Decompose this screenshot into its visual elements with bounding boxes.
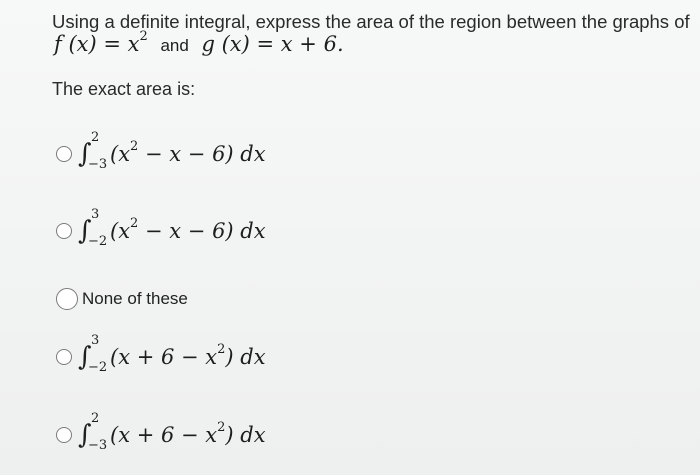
- radio-button[interactable]: [56, 427, 72, 443]
- option-expression: [78, 411, 266, 453]
- radio-button[interactable]: [56, 288, 78, 310]
- integrand: [110, 342, 266, 369]
- integrand-part-a: (x + 6 − x: [110, 423, 218, 447]
- integrand: [110, 139, 266, 166]
- integral-sign: ∫ 2 −3: [78, 411, 108, 453]
- upper-limit: 3: [91, 207, 100, 222]
- upper-limit: 2: [91, 411, 100, 426]
- integral-sign: ∫ 3 −2: [78, 333, 108, 375]
- answer-option-5[interactable]: [56, 411, 266, 453]
- answer-option-1[interactable]: [56, 130, 266, 172]
- integrand-part-b: − x − 6) dx: [138, 219, 266, 243]
- question-functions: [54, 29, 344, 56]
- lower-limit: −2: [88, 360, 108, 375]
- lower-limit: −3: [88, 438, 108, 453]
- answer-option-3[interactable]: [56, 288, 188, 310]
- integrand-part-b: ) dx: [225, 345, 266, 369]
- option-label: None of these: [82, 289, 188, 308]
- radio-button[interactable]: [56, 223, 72, 239]
- integral-sign: ∫ 2 −3: [78, 130, 108, 172]
- integrand-exponent: 2: [130, 216, 139, 231]
- g-expression: g (x) = x + 6.: [201, 32, 344, 56]
- option-expression: [78, 207, 266, 249]
- answer-option-2[interactable]: [56, 207, 266, 249]
- integrand-exponent: 2: [217, 342, 226, 357]
- and-label: and: [160, 36, 189, 55]
- integrand: [110, 216, 266, 243]
- integrand-part-b: − x − 6) dx: [138, 142, 266, 166]
- answer-prompt: The exact area is:: [52, 79, 196, 99]
- answer-option-4[interactable]: [56, 333, 266, 375]
- radio-button[interactable]: [56, 349, 72, 365]
- option-expression: [78, 130, 266, 172]
- option-expression: [78, 333, 266, 375]
- integrand-exponent: 2: [130, 139, 139, 154]
- integrand-part-a: (x + 6 − x: [110, 345, 218, 369]
- integrand-part-b: ) dx: [225, 423, 266, 447]
- lower-limit: −2: [88, 234, 108, 249]
- lower-limit: −3: [88, 157, 108, 172]
- f-expression: f (x) = x: [54, 32, 140, 56]
- f-exponent: 2: [139, 29, 148, 44]
- integrand-part-a: (x: [110, 219, 131, 243]
- integrand-exponent: 2: [217, 420, 226, 435]
- integrand-part-a: (x: [110, 142, 131, 166]
- upper-limit: 3: [91, 333, 100, 348]
- integral-sign: ∫ 3 −2: [78, 207, 108, 249]
- radio-button[interactable]: [56, 146, 72, 162]
- upper-limit: 2: [91, 130, 100, 145]
- question-text: Using a definite integral, express the area of the region between the graphs of: [52, 11, 690, 32]
- integrand: [110, 420, 266, 447]
